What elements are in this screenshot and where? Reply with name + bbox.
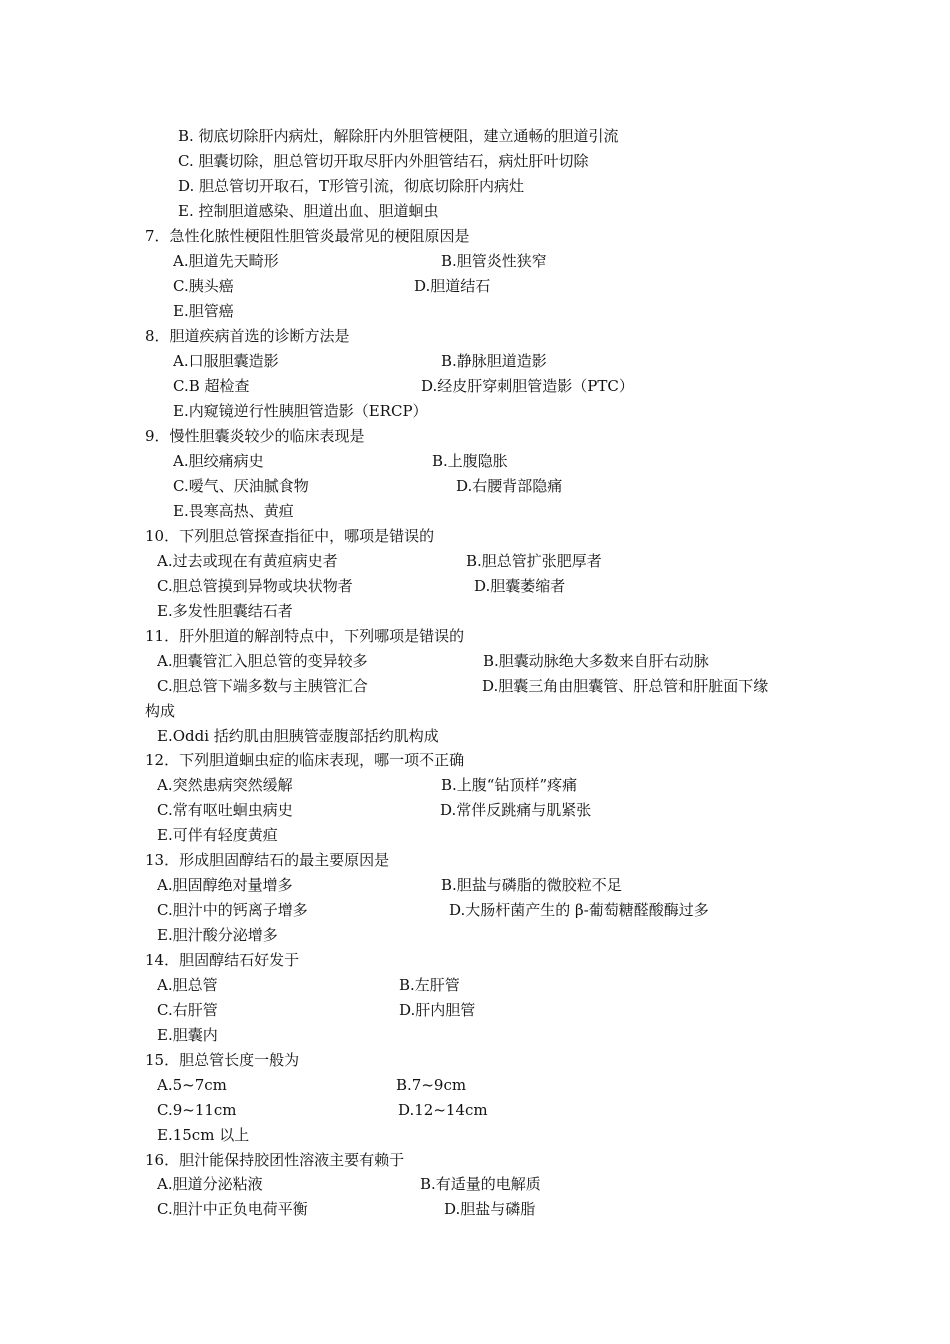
option-c-q11: C.胆总管下端多数与主胰管汇合	[157, 677, 368, 695]
option-e-q7: E.胆管癌	[173, 302, 234, 320]
option-a-q10: A.过去或现在有黄疸病史者	[157, 552, 338, 570]
option-b-q16: B.有适量的电解质	[420, 1175, 541, 1193]
option-e-q13: E.胆汁酸分泌增多	[157, 926, 278, 944]
question-8: 8．胆道疾病首选的诊断方法是	[145, 327, 350, 345]
option-c-q13: C.胆汁中的钙离子增多	[157, 901, 308, 919]
option-c-q8: C.B 超检查	[173, 377, 250, 395]
option-e-q10: E.多发性胆囊结石者	[157, 602, 293, 620]
option-c-q15: C.9~11cm	[157, 1101, 237, 1119]
question-15: 15．胆总管长度一般为	[145, 1051, 300, 1069]
option-b-q9: B.上腹隐胀	[432, 452, 508, 470]
option-d-q11: D.胆囊三角由胆囊管、肝总管和肝脏面下缘	[482, 677, 769, 695]
option-a-q14: A.胆总管	[157, 976, 218, 994]
option-b-q10: B.胆总管扩张肥厚者	[466, 552, 602, 570]
option-d-q14: D.肝内胆管	[399, 1001, 476, 1019]
question-16: 16．胆汁能保持胶团性溶液主要有赖于	[145, 1151, 405, 1169]
option-c-q10: C.胆总管摸到异物或块状物者	[157, 577, 353, 595]
option-d-q10: D.胆囊萎缩者	[474, 577, 566, 595]
option-e-q6: E. 控制胆道感染、胆道出血、胆道蛔虫	[178, 202, 439, 220]
option-a-q15: A.5~7cm	[157, 1076, 227, 1094]
option-b-q7: B.胆管炎性狭窄	[441, 252, 547, 270]
option-e-q12: E.可伴有轻度黄疸	[157, 826, 278, 844]
option-e-q8: E.内窥镜逆行性胰胆管造影（ERCP）	[173, 402, 428, 420]
question-12: 12．下列胆道蛔虫症的临床表现，哪一项不正确	[145, 751, 465, 769]
option-d-q8: D.经皮肝穿刺胆管造影（PTC）	[421, 377, 634, 395]
option-c-q12: C.常有呕吐蛔虫病史	[157, 801, 293, 819]
option-d-q9: D.右腰背部隐痛	[456, 477, 563, 495]
option-c-q14: C.右肝管	[157, 1001, 218, 1019]
option-d-q7: D.胆道结石	[414, 277, 491, 295]
question-14: 14．胆固醇结石好发于	[145, 951, 300, 969]
option-c-q7: C.胰头癌	[173, 277, 234, 295]
option-e-q14: E.胆囊内	[157, 1026, 218, 1044]
option-d-q15: D.12~14cm	[398, 1101, 488, 1119]
option-b-q8: B.静脉胆道造影	[441, 352, 547, 370]
option-d-q12: D.常伴反跳痛与肌紧张	[440, 801, 592, 819]
option-a-q7: A.胆道先天畸形	[173, 252, 279, 270]
option-a-q9: A.胆绞痛病史	[173, 452, 264, 470]
option-a-q16: A.胆道分泌粘液	[157, 1175, 263, 1193]
question-7: 7．急性化脓性梗阻性胆管炎最常见的梗阻原因是	[145, 227, 470, 245]
option-a-q8: A.口服胆囊造影	[173, 352, 279, 370]
option-e-q11: E.Oddi 括约肌由胆胰管壶腹部括约肌构成	[157, 727, 439, 745]
option-c-q16: C.胆汁中正负电荷平衡	[157, 1200, 308, 1218]
option-b-q13: B.胆盐与磷脂的微胶粒不足	[441, 876, 622, 894]
option-a-q13: A.胆固醇绝对量增多	[157, 876, 293, 894]
option-d-q16: D.胆盐与磷脂	[444, 1200, 536, 1218]
question-9: 9．慢性胆囊炎较少的临床表现是	[145, 427, 365, 445]
option-c-q6: C. 胆囊切除，胆总管切开取尽肝内外胆管结石，病灶肝叶切除	[178, 152, 589, 170]
option-e-q15: E.15cm 以上	[157, 1126, 250, 1144]
option-a-q11: A.胆囊管汇入胆总管的变异较多	[157, 652, 368, 670]
question-13: 13．形成胆固醇结石的最主要原因是	[145, 851, 390, 869]
option-a-q12: A.突然患病突然缓解	[157, 776, 293, 794]
option-e-q9: E.畏寒高热、黄疸	[173, 502, 294, 520]
option-c-q9: C.嗳气、厌油腻食物	[173, 477, 309, 495]
option-b-q12: B.上腹“钻顶样”疼痛	[441, 776, 578, 794]
option-b-q11: B.胆囊动脉绝大多数来自肝右动脉	[483, 652, 709, 670]
option-b-q15: B.7~9cm	[396, 1076, 467, 1094]
question-11: 11．肝外胆道的解剖特点中，下列哪项是错误的	[145, 627, 465, 645]
option-d-q6: D. 胆总管切开取石，T形管引流，彻底切除肝内病灶	[178, 177, 525, 195]
option-d-q13: D.大肠杆菌产生的 β-葡萄糖醛酸酶过多	[449, 901, 709, 919]
option-d-q11-continued: 构成	[145, 702, 176, 720]
option-b-q6: B. 彻底切除肝内病灶，解除肝内外胆管梗阻，建立通畅的胆道引流	[178, 127, 619, 145]
option-b-q14: B.左肝管	[399, 976, 460, 994]
question-10: 10．下列胆总管探查指征中，哪项是错误的	[145, 527, 435, 545]
